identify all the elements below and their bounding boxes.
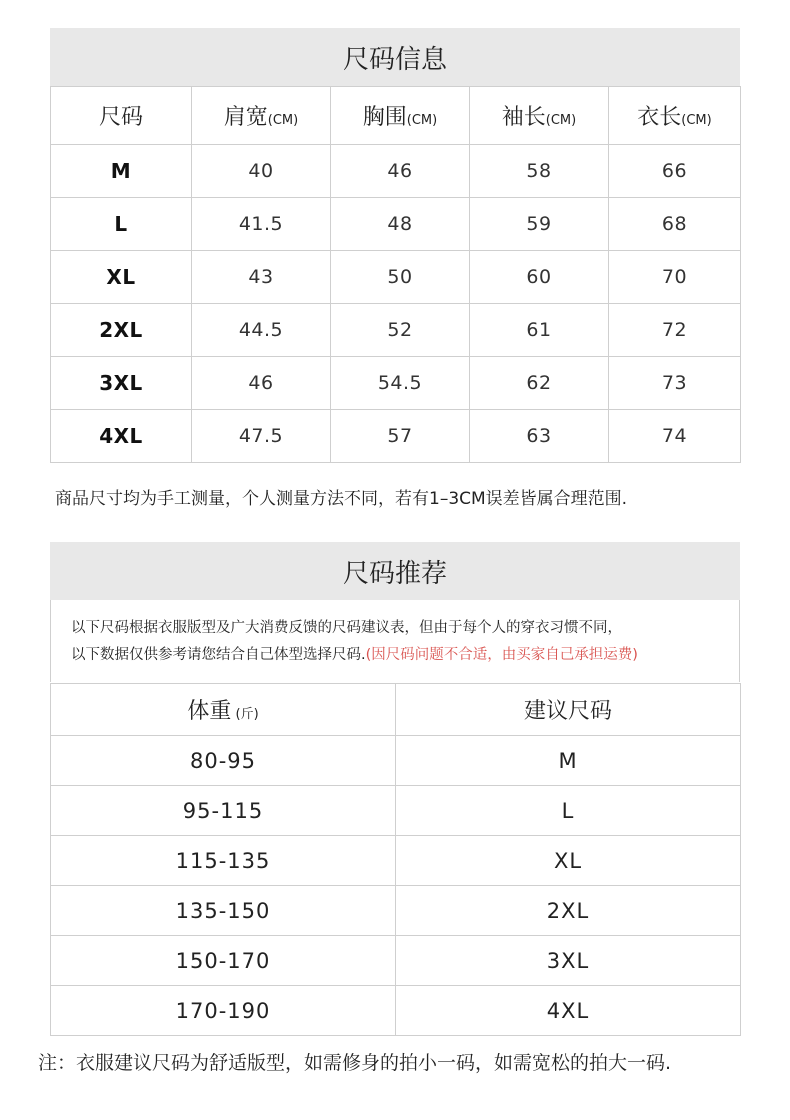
chest-cell: 50 [331,251,470,304]
size-cell: 4XL [51,410,192,463]
recommended-size-cell: 2XL [396,886,741,936]
header-sleeve: 袖长(CM) [470,87,609,145]
table-row [51,410,741,463]
shipping-warning: (因尺码问题不合适，由买家自己承担运费) [365,647,638,663]
size-cell: L [51,198,192,251]
size-info-title-text: 尺码信息 [342,44,447,75]
shoulder-cell: 43 [192,251,331,304]
table-row [51,736,741,786]
size-info-table [50,86,741,463]
header-size: 尺码 [51,87,192,145]
chest-cell: 57 [331,410,470,463]
shoulder-cell: 44.5 [192,304,331,357]
size-cell: M [51,145,192,198]
shoulder-cell: 46 [192,357,331,410]
length-cell: 70 [609,251,741,304]
length-cell: 68 [609,198,741,251]
table-row [51,357,741,410]
description-line-1: 以下尺码根据衣服版型及广大消费反馈的尺码建议表，但由于每个人的穿衣习惯不同， [71,620,622,636]
table-row [51,836,741,886]
weight-cell: 95-115 [51,786,396,836]
chest-cell: 48 [331,198,470,251]
recommendation-description [50,600,740,682]
table-row [51,304,741,357]
chest-cell: 52 [331,304,470,357]
length-cell: 72 [609,304,741,357]
header-weight: 体重 (斤) [51,684,396,736]
description-line-2: 以下数据仅供参考请您结合自己体型选择尺码.(因尺码问题不合适，由买家自己承担运费) [71,647,638,663]
weight-cell: 115-135 [51,836,396,886]
header-length: 衣长(CM) [609,87,741,145]
table-row [51,886,741,936]
sleeve-cell: 60 [470,251,609,304]
length-cell: 73 [609,357,741,410]
chest-cell: 46 [331,145,470,198]
table-row [51,198,741,251]
size-cell: 2XL [51,304,192,357]
length-cell: 74 [609,410,741,463]
size-info-title [50,28,740,86]
weight-cell: 150-170 [51,936,396,986]
sleeve-cell: 58 [470,145,609,198]
weight-cell: 170-190 [51,986,396,1036]
recommended-size-cell: L [396,786,741,836]
shoulder-cell: 47.5 [192,410,331,463]
sleeve-cell: 63 [470,410,609,463]
table-row [51,986,741,1036]
shoulder-cell: 40 [192,145,331,198]
table-row [51,786,741,836]
measurement-note: 商品尺寸均为手工测量，个人测量方法不同，若有1–3CM误差皆属合理范围. [55,489,628,509]
table-row [51,145,741,198]
header-chest: 胸围(CM) [331,87,470,145]
size-recommendation-title [50,542,740,600]
sleeve-cell: 62 [470,357,609,410]
weight-cell: 80-95 [51,736,396,786]
sleeve-cell: 59 [470,198,609,251]
length-cell: 66 [609,145,741,198]
recommended-size-cell: 4XL [396,986,741,1036]
recommended-size-cell: XL [396,836,741,886]
size-recommendation-title-text: 尺码推荐 [342,558,447,589]
size-cell: XL [51,251,192,304]
weight-cell: 135-150 [51,886,396,936]
size-recommendation-table [50,683,741,1036]
table-row [51,251,741,304]
chest-cell: 54.5 [331,357,470,410]
header-shoulder: 肩宽(CM) [192,87,331,145]
header-recommended-size: 建议尺码 [396,684,741,736]
shoulder-cell: 41.5 [192,198,331,251]
size-table-header-row [51,87,741,145]
recommended-size-cell: 3XL [396,936,741,986]
size-cell: 3XL [51,357,192,410]
table-row [51,936,741,986]
recommended-size-cell: M [396,736,741,786]
sleeve-cell: 61 [470,304,609,357]
fit-note: 注：衣服建议尺码为舒适版型，如需修身的拍小一码，如需宽松的拍大一码. [38,1052,672,1074]
rec-table-header-row [51,684,741,736]
